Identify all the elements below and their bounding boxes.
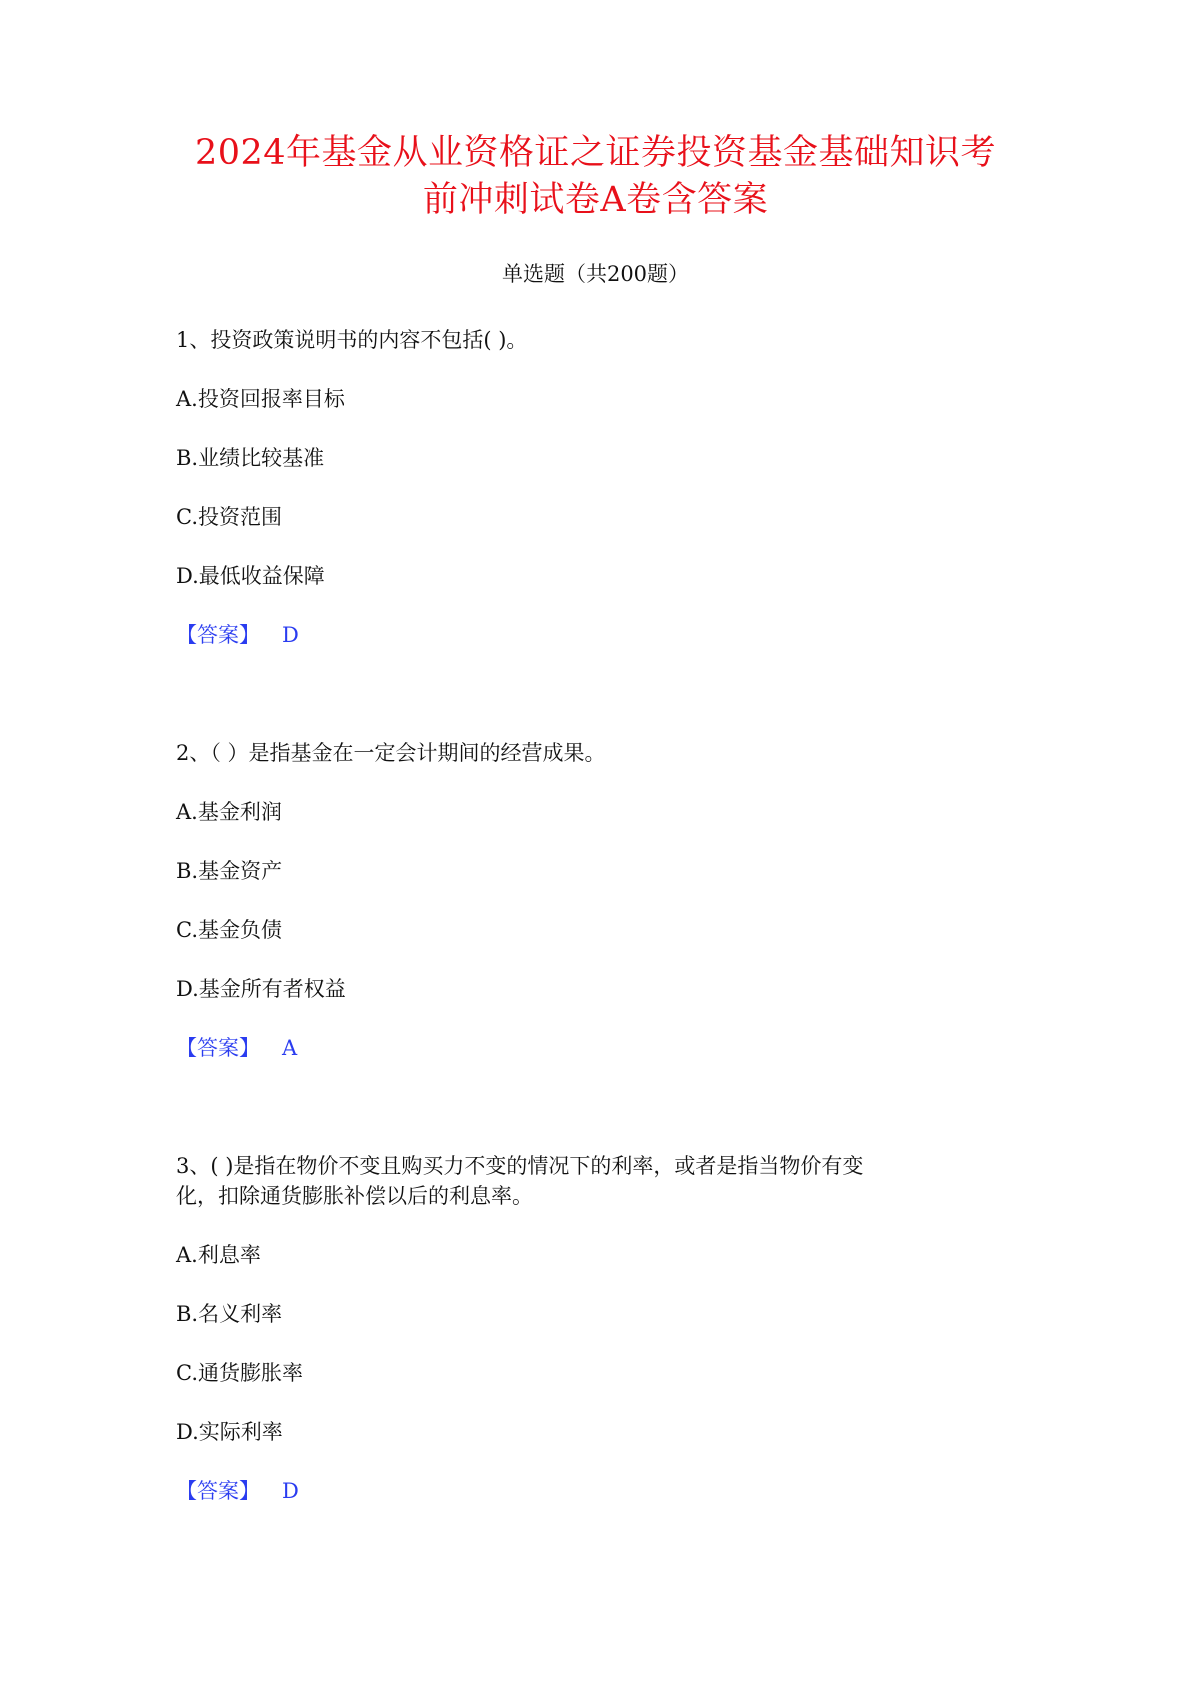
question-1-answer — [176, 621, 299, 649]
question-1-option-d: D.最低收益保障 — [176, 564, 325, 588]
question-2-answer — [176, 1034, 297, 1062]
question-3-option-c: C.通货膨胀率 — [176, 1361, 303, 1385]
question-3-option-a: A.利息率 — [176, 1243, 261, 1267]
question-2-stem: 2、（ ）是指基金在一定会计期间的经营成果。 — [176, 741, 606, 765]
answer-label: 【答案】 — [176, 1036, 260, 1060]
question-3-option-b: B.名义利率 — [176, 1302, 283, 1326]
answer-label: 【答案】 — [176, 623, 260, 647]
question-1-option-b: B.业绩比较基准 — [176, 446, 325, 470]
question-3-answer — [176, 1477, 299, 1505]
question-3-option-d: D.实际利率 — [176, 1420, 283, 1444]
question-3-stem-line-2: 化，扣除通货膨胀补偿以后的利息率。 — [176, 1184, 533, 1208]
question-1-stem: 1、投资政策说明书的内容不包括( )。 — [176, 328, 528, 352]
question-2-option-a: A.基金利润 — [176, 800, 282, 824]
question-2-option-d: D.基金所有者权益 — [176, 977, 346, 1001]
answer-value: A — [282, 1036, 298, 1060]
document-title-line-1: 2024年基金从业资格证之证券投资基金基础知识考 — [194, 133, 997, 173]
answer-value: D — [282, 1479, 299, 1503]
question-2-option-c: C.基金负债 — [176, 918, 282, 942]
document-title-line-2: 前冲刺试卷A卷含答案 — [422, 180, 769, 220]
answer-value: D — [282, 623, 299, 647]
section-heading: 单选题（共200题） — [501, 262, 690, 286]
answer-label: 【答案】 — [176, 1479, 260, 1503]
question-1-option-c: C.投资范围 — [176, 505, 282, 529]
question-2-option-b: B.基金资产 — [176, 859, 283, 883]
question-1-option-a: A.投资回报率目标 — [176, 387, 345, 411]
question-3-stem-line-1: 3、( )是指在物价不变且购买力不变的情况下的利率，或者是指当物价有变 — [176, 1154, 864, 1178]
